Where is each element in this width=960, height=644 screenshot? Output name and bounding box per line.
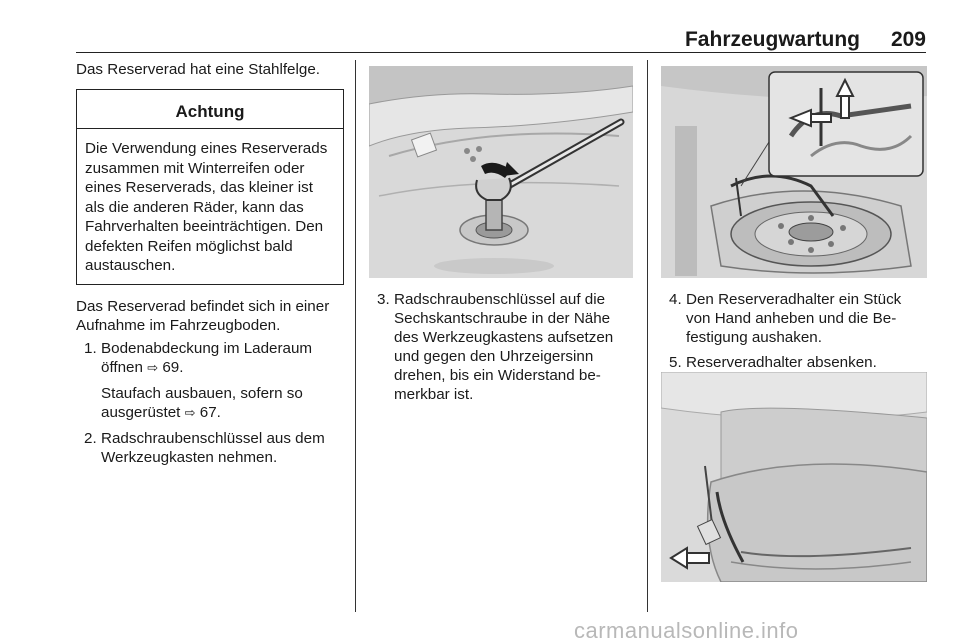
step-1	[76, 339, 344, 378]
step-3	[369, 290, 633, 404]
step-4	[661, 290, 927, 347]
step-text: Reserveradhalter absenken.	[686, 354, 877, 371]
wrench-illustration	[369, 66, 633, 278]
step-number: 3.	[377, 291, 390, 308]
step-number: 5.	[669, 354, 682, 371]
warning-heading: Achtung	[77, 90, 343, 129]
column-divider-2	[647, 60, 648, 612]
step-5	[661, 353, 927, 372]
location-text: Das Reserverad befindet sich in einer Aufnahme im Fahrzeugboden.	[76, 297, 330, 334]
lower-holder-illustration	[661, 372, 927, 582]
step-1-note	[76, 384, 344, 423]
spare-wheel-holder-illustration	[661, 66, 927, 278]
page-ref-link[interactable]: 67.	[199, 403, 221, 421]
figure-spare-wheel-holder	[661, 66, 927, 278]
step-number: 2.	[84, 429, 97, 447]
figure-wrench-on-bolt	[369, 66, 633, 278]
step-number: 4.	[669, 291, 682, 308]
steps-list-1	[76, 339, 344, 467]
page-number: 209	[890, 28, 926, 51]
step-text: Radschraubenschlüssel aus dem Werkzeugkasten nehmen.	[101, 429, 325, 466]
column-2	[369, 290, 633, 404]
step-number: 1.	[84, 339, 97, 357]
step-text: Den Reserveradhalter ein Stück von Hand anheben und die Befestigung aushaken.	[686, 291, 902, 346]
page-header	[76, 30, 926, 53]
figure-lower-holder	[661, 372, 927, 582]
intro-text: Das Reserverad hat eine Stahlfelge.	[76, 61, 320, 78]
column-divider-1	[355, 60, 356, 612]
page-ref-arrow-icon: ⇨	[147, 360, 159, 376]
warning-box	[76, 89, 344, 285]
steps-list-3	[661, 290, 927, 372]
step-text: Bodenabdeckung im Laderaum öffnen	[101, 339, 313, 376]
page-ref-link[interactable]: 69.	[162, 358, 184, 376]
steps-list-2	[369, 290, 633, 404]
column-3	[661, 290, 927, 372]
warning-text: Die Verwendung eines Reserverads zusammen mit Winterreifen oder eines Reserverads, das kleiner ist als die anderen Räder, kann das Fahrverhalten beeinträchtigen. Den defekten Reifen möglichst bald austauschen.	[85, 140, 328, 274]
column-1	[76, 60, 344, 467]
step-note-text: Staufach ausbauen, sofern so ausgerüstet	[101, 384, 303, 421]
step-text: Radschraubenschlüssel auf die Sechskantschraube in der Nähe des Werkzeugkastens aufsetzen und gegen den Uhrzeigersinn drehen, bis ein Widerstand bemerkbar ist.	[394, 291, 614, 403]
watermark-text: carmanualsonline.info	[574, 618, 799, 643]
page-ref-arrow-icon: ⇨	[184, 405, 196, 421]
section-title: Fahrzeugwartung	[684, 28, 860, 51]
step-2	[76, 429, 344, 467]
